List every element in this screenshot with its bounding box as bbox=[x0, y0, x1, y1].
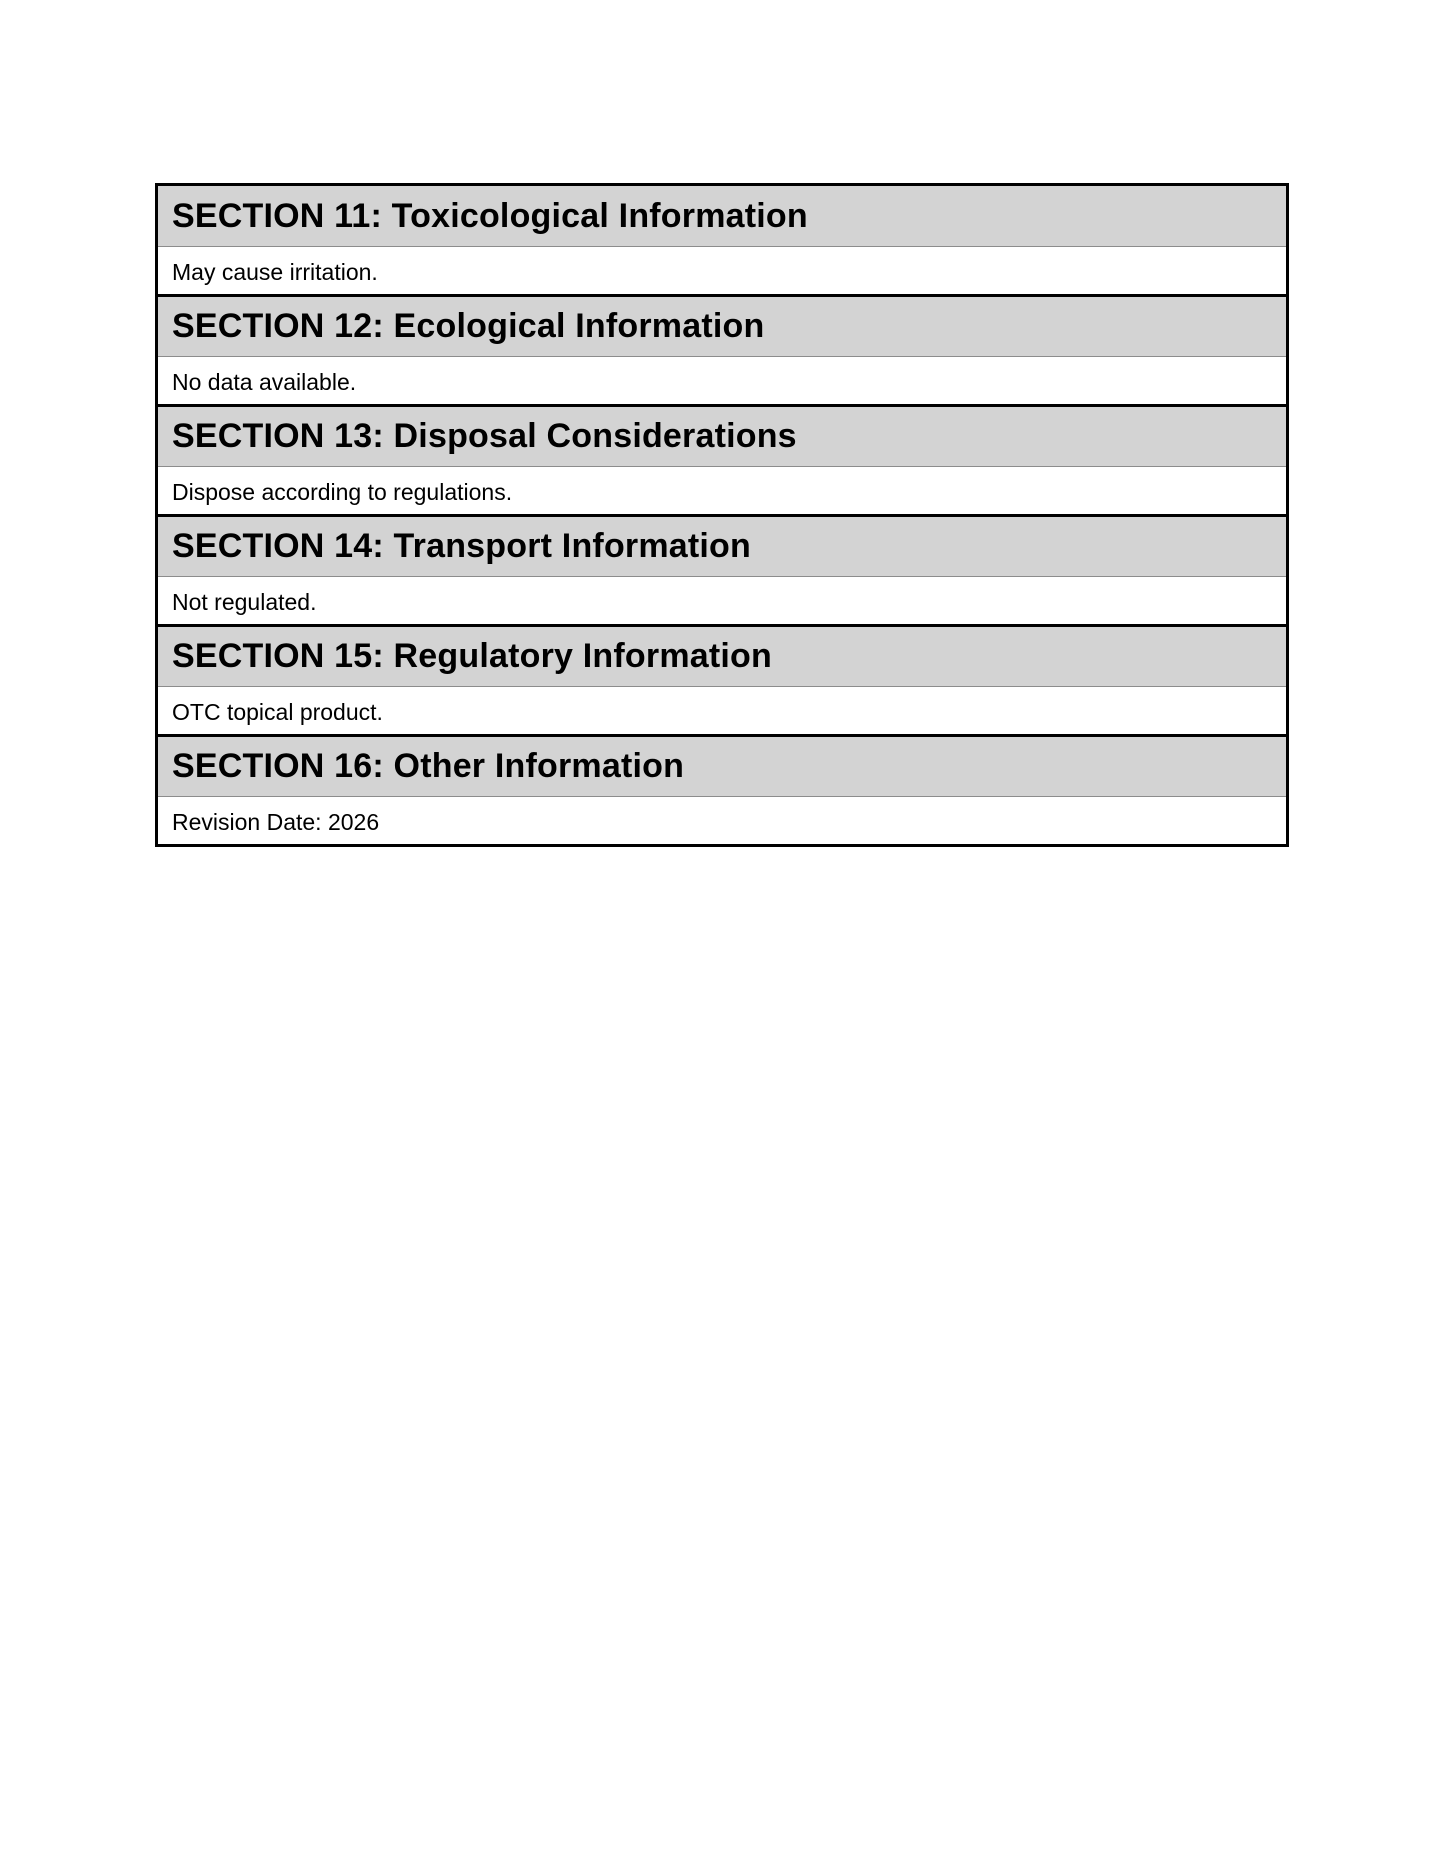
section-content: OTC topical product. bbox=[158, 687, 1286, 734]
section-heading: SECTION 14: Transport Information bbox=[158, 514, 1286, 577]
section-content: May cause irritation. bbox=[158, 247, 1286, 294]
section-content: Not regulated. bbox=[158, 577, 1286, 624]
section-11 bbox=[158, 186, 1286, 294]
section-heading: SECTION 12: Ecological Information bbox=[158, 294, 1286, 357]
section-15 bbox=[158, 624, 1286, 734]
section-heading: SECTION 13: Disposal Considerations bbox=[158, 404, 1286, 467]
section-content: Dispose according to regulations. bbox=[158, 467, 1286, 514]
section-heading: SECTION 11: Toxicological Information bbox=[158, 186, 1286, 247]
section-heading: SECTION 16: Other Information bbox=[158, 734, 1286, 797]
section-heading: SECTION 15: Regulatory Information bbox=[158, 624, 1286, 687]
section-12 bbox=[158, 294, 1286, 404]
section-content: Revision Date: 2026 bbox=[158, 797, 1286, 844]
section-13 bbox=[158, 404, 1286, 514]
section-content: No data available. bbox=[158, 357, 1286, 404]
section-14 bbox=[158, 514, 1286, 624]
section-16 bbox=[158, 734, 1286, 844]
sds-sections-table bbox=[155, 183, 1289, 847]
